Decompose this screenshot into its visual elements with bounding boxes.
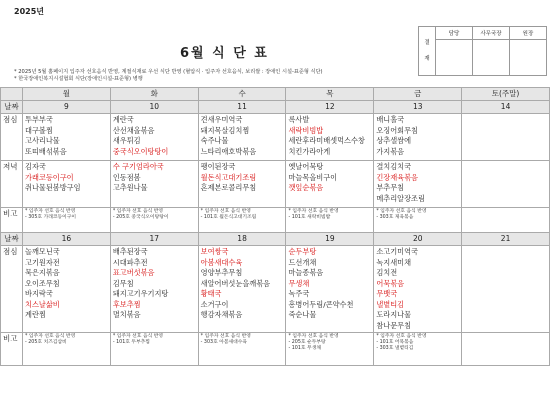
notes [14,69,323,83]
dish: 혼제본로콜리무침 [200,183,257,192]
approval-role: 사무국장 [473,27,510,40]
note-text: - 303호 제육볶음 [376,215,414,220]
dish: 소거구이 [200,299,229,309]
dish: 팽이된장국 [200,162,236,171]
dish: 오이조무침 [25,278,60,288]
date-cell: 21 [462,233,550,246]
date-cell: 11 [198,101,286,114]
dish: 또띠배섞볶음 [25,146,67,156]
lunch-cell [198,114,286,161]
day-header-cell: 금 [374,88,462,101]
note-cell [286,333,374,366]
dish: 느타리애호박볶음 [200,146,257,156]
dish: 쥐나물된봄방구임 [25,183,81,192]
dish: 수 구기엄라아국 [112,162,164,171]
note-text: * 입주자 선호 음식 반영 [288,209,339,214]
note-text: * 입주자 선호 음식 반영 [112,209,164,214]
dish: 표고버섯볶음 [112,268,155,277]
year-label: 2025년 [14,7,44,16]
day-header-cell: 월 [23,88,111,101]
dish: 인동점봄 [112,172,141,182]
day-header-cell: 토(주말) [462,88,550,101]
note-text: - 303호 낼볕티김 [376,346,414,351]
dinner-cell [110,161,198,208]
note-line: * 2025년 5월 홈페이지 입주자 선호음식 반영, 계절식재료 우선 식단 반영 (혈압식 · 입주자 선호음식, 보리쌀 : 장애인 시설-표준형 식단) [14,69,323,75]
row-label-dinner: 저녁 [1,161,23,208]
dish: 어묵볶음 [376,278,405,288]
dish: 배추된장국 [112,247,148,256]
dish: 멸치볶음 [112,310,141,319]
note-cell [110,208,198,233]
lunch-cell [374,114,462,161]
dish: 대구볼찜 [25,125,53,135]
note-cell [286,208,374,233]
approval-box [418,26,547,76]
dish: 록사발 [288,115,310,124]
date-cell: 16 [23,233,111,246]
dish: 마늘종볶음 [288,268,324,277]
date-cell: 20 [374,233,462,246]
lunch-cell [23,246,111,333]
date-cell: 17 [110,233,198,246]
date-row [1,101,550,114]
note-text: - 205호 순두부탕 [288,340,326,345]
note-cell [23,208,111,233]
dish: 산선채올볶음 [112,125,155,135]
approval-role: 담당 [436,27,473,40]
note-cell [198,208,286,233]
dish: 중국식오이탕탕이 [112,146,169,156]
date-cell: 9 [23,101,111,114]
row-label-note: 비고 [1,208,23,233]
dish: 소고기미역국 [376,247,418,256]
dish: 계란국 [112,115,134,124]
dish: 새락비빔밥 [288,125,324,135]
dish: 시대파추전 [112,257,148,267]
day-header-cell: 수 [198,88,286,101]
date-cell: 12 [286,101,374,114]
dish: 투부부국 [25,115,53,124]
dish: 새알어버섯눈을깨볶음 [200,278,271,288]
note-text: * 입주자 선호 음식 반영 [288,334,339,339]
dish: 무생채 [288,278,310,288]
dish: 흥병어두림/콘약수천 [288,299,354,309]
dinner-cell [198,161,286,208]
dish: 숙주나물 [200,136,229,145]
note-text: - 303호 아봄새대수육 [200,340,248,345]
menu-table [0,87,550,366]
page-title: 6월 식 단 표 [180,46,269,61]
lunch-cell [110,246,198,333]
dish: 돼지고기우기지탕 [112,289,169,298]
lunch-cell [374,246,462,333]
dish: 영양부추무침 [200,268,243,277]
row-label-lunch: 점심 [1,114,23,161]
dinner-cell [462,161,550,208]
dish: 무뱃국 [376,289,398,298]
day-header-cell: 목 [286,88,374,101]
date-cell: 14 [462,101,550,114]
date-cell: 10 [110,101,198,114]
lunch-row [1,114,550,161]
dish: 가지볶음 [376,146,405,156]
dish: 김무침 [112,278,134,288]
dish: 참나문무침 [376,320,412,330]
dish: 계란찜 [25,310,46,319]
dish: 묵은지볶음 [25,268,60,277]
dinner-row [1,161,550,208]
dish: 깻잎순볶음 [288,183,324,192]
note-text: - 205호 중국식오이탕탕이 [112,215,169,220]
dish: 결치김치국 [376,162,412,171]
note-line: * 한국장애인복지시설협회 식단(장애인시설-표준형) 병행 [14,76,143,82]
note-text: - 101호 무생채 [288,346,321,351]
approval-side-label: 결 재 [419,27,436,76]
row-label-lunch: 점심 [1,246,23,333]
dish: 메추리알장조림 [376,193,425,203]
date-row [1,233,550,246]
approval-signature-cell [436,40,473,76]
note-text: * 입주자 선호 음식 반영 [112,334,164,339]
note-row [1,333,550,366]
dish: 고추원나물 [112,183,148,192]
dish: 견새우미역국 [200,115,243,124]
dish: 옛날어묵탕 [288,162,324,171]
dinner-cell [286,161,374,208]
note-cell [198,333,286,366]
dish: 돼지목살김치찜 [200,125,250,135]
note-text: - 101호 새락비빔밥 [288,215,331,220]
dish: 월돈식고대기조림 [200,172,257,182]
dish: 치스날삶비 [25,299,60,309]
note-cell [110,333,198,366]
dish: 바지락국 [25,289,53,298]
note-text: * 입주자 선호 음식 반영 [376,209,427,214]
row-label-date: 날짜 [1,101,23,114]
dish: 가래코등이구이 [25,172,74,182]
dish: 황태국 [200,289,222,298]
dish: 배니홀국 [376,115,405,124]
note-text: - 101호 어묵볶음 [376,340,414,345]
dish: 낼볕티김 [376,299,405,309]
note-cell [374,208,462,233]
lunch-cell [286,246,374,333]
dish: 죽순나물 [288,310,317,319]
note-cell [462,333,550,366]
note-text: * 입주자 선호 음식 반영 [25,334,76,339]
dish: 보여쌍국 [200,247,229,256]
note-cell [23,333,111,366]
dish: 놀깨모닌국 [25,247,60,256]
note-text: * 입주자 선호 음식 반영 [200,209,251,214]
dinner-cell [374,161,462,208]
dish: 새우튀김 [112,136,141,145]
dish: 긴장재육볶음 [376,172,418,182]
note-text: - 101호 월돈식고대기조림 [200,215,257,220]
dish: 아봄새대수육 [200,257,243,267]
approval-signature-cell [473,40,510,76]
day-header-row [1,88,550,101]
lunch-cell [462,246,550,333]
note-text: - 101호 두부추찜 [112,340,150,345]
dish: 치킨가라아게 [288,146,331,156]
dish: 녹지새미채 [376,257,412,267]
dish: 오징어회무침 [376,125,418,135]
day-header-cell: 화 [110,88,198,101]
dish: 마늘목올비구이 [288,172,338,182]
note-text: - 305호 가래코등이구이 [25,215,77,220]
dish: 드선개채 [288,257,317,267]
dish: 부추무침 [376,183,405,192]
note-cell [374,333,462,366]
date-cell: 19 [286,233,374,246]
dish: 김자국 [25,162,46,171]
dish: 녹주국 [288,289,310,298]
row-label-note: 비고 [1,333,23,366]
dish: 세란후라미배셋먹스수창 [288,136,365,145]
header-corner-cell [1,88,23,101]
row-label-date: 날짜 [1,233,23,246]
dinner-cell [23,161,111,208]
dish: 후보추찜 [112,299,141,309]
lunch-cell [198,246,286,333]
dish: 행감자채볶음 [200,310,243,319]
dish: 고사리나물 [25,136,60,145]
note-text: * 입주자 선호 음식 반영 [25,209,76,214]
note-text: - 205호 치즈김삼비 [25,340,67,345]
dish: 고기원자전 [25,257,60,267]
lunch-cell [462,114,550,161]
note-text: * 입주자 선호 음식 반영 [200,334,251,339]
lunch-row [1,246,550,333]
approval-signature-cell [510,40,547,76]
dish: 김치전 [376,268,398,277]
dish: 도라지나물 [376,310,412,319]
note-text: * 입주자 선호 음식 반영 [376,334,427,339]
lunch-cell [110,114,198,161]
note-cell [462,208,550,233]
note-row [1,208,550,233]
lunch-cell [23,114,111,161]
approval-role: 원장 [510,27,547,40]
lunch-cell [286,114,374,161]
dish: 순두부탕 [288,247,317,256]
date-cell: 13 [374,101,462,114]
date-cell: 18 [198,233,286,246]
dish: 상추샐쌈에 [376,136,412,145]
